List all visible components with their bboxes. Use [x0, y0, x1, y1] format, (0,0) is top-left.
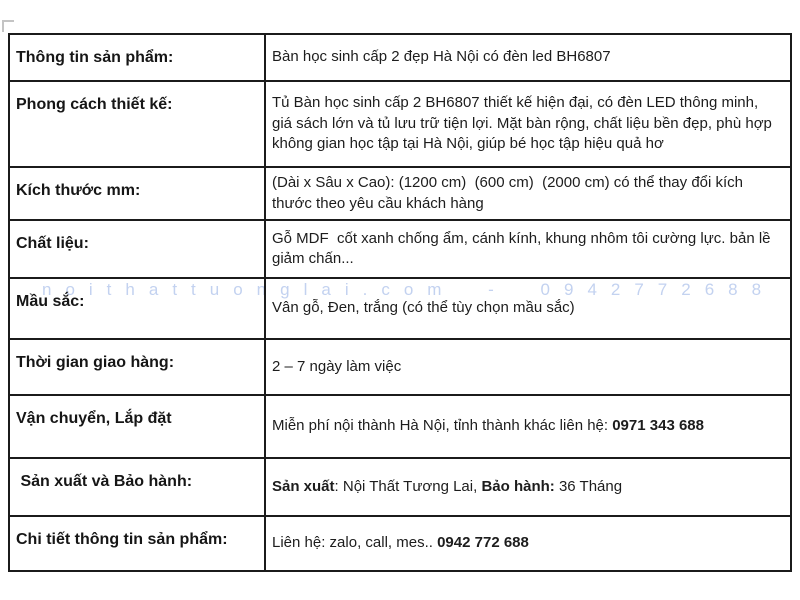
spec-value — [266, 35, 790, 80]
product-spec-table — [8, 33, 792, 572]
value-segment: Miễn phí nội thành Hà Nội, tỉnh thành khác liên hệ: — [272, 417, 613, 435]
value-segment-bold: 0971 343 688 — [612, 417, 704, 435]
spec-row — [10, 517, 790, 570]
spec-value — [266, 396, 790, 457]
spec-label: Phong cách thiết kế: — [10, 82, 266, 166]
spec-row — [10, 340, 790, 396]
spec-row — [10, 279, 790, 340]
value-segment: (Dài x Sâu x Cao): (1200 cm) (600 cm) (2000 cm) có thể thay đổi kích thước theo yêu cầu khách hàng — [272, 174, 748, 212]
spec-value — [266, 221, 790, 277]
spec-value-text — [272, 173, 780, 214]
spec-row — [10, 168, 790, 221]
spec-label: Kích thước mm: — [10, 168, 266, 219]
corner-mark — [2, 20, 14, 32]
spec-value-text — [272, 47, 611, 68]
value-segment: Vân gỗ, Đen, trắng (có thể tùy chọn mầu sắc) — [272, 299, 575, 317]
spec-value-text — [272, 229, 780, 270]
spec-value-text — [272, 416, 704, 437]
value-segment-bold: 0942 772 688 — [437, 534, 529, 552]
value-segment: : Nội Thất Tương Lai, — [334, 477, 482, 495]
spec-value — [266, 340, 790, 394]
value-segment: Bàn học sinh cấp 2 đẹp Hà Nội có đèn led BH6807 — [272, 48, 611, 66]
spec-value — [266, 168, 790, 219]
spec-label: Mầu sắc: — [10, 279, 266, 338]
value-segment: Tủ Bàn học sinh cấp 2 BH6807 thiết kế hiện đại, có đèn LED thông minh, giá sách lớn và tủ lưu trữ tiện lợi. Mặt bàn rộng, chất liệu bền đẹp, phù hợp không gian học tập tại Hà Nội, giúp bé học tập hiệu quả hơ — [272, 94, 777, 153]
spec-value — [266, 279, 790, 338]
value-segment: Liên hệ: zalo, call, mes.. — [272, 534, 438, 552]
spec-label: Sản xuất và Bảo hành: — [10, 459, 266, 515]
value-segment: Gỗ MDF cốt xanh chống ẩm, cánh kính, khung nhôm tôi cường lực. bản lề giảm chấn... — [272, 229, 775, 267]
value-segment: 2 – 7 ngày làm việc — [272, 357, 402, 375]
spec-value — [266, 459, 790, 515]
value-segment-bold: Bảo hành: — [481, 477, 555, 495]
spec-label: Chi tiết thông tin sản phẩm: — [10, 517, 266, 570]
spec-row — [10, 82, 790, 168]
spec-value-text — [272, 477, 622, 498]
spec-label: Chất liệu: — [10, 221, 266, 277]
spec-value-text — [272, 357, 401, 378]
spec-row — [10, 459, 790, 517]
spec-value — [266, 517, 790, 570]
spec-value-text — [272, 298, 575, 319]
spec-row — [10, 221, 790, 279]
spec-row — [10, 396, 790, 459]
value-segment-bold: Sản xuất — [272, 477, 335, 495]
spec-value — [266, 82, 790, 166]
spec-row — [10, 35, 790, 82]
spec-value-text — [272, 93, 780, 155]
spec-label: Thời gian giao hàng: — [10, 340, 266, 394]
spec-label: Thông tin sản phẩm: — [10, 35, 266, 80]
spec-label: Vận chuyển, Lắp đặt — [10, 396, 266, 457]
watermark-text: noithattuonglai.com - 0942772688 — [42, 280, 776, 299]
spec-value-text — [272, 533, 529, 554]
value-segment: 36 Tháng — [554, 477, 623, 495]
